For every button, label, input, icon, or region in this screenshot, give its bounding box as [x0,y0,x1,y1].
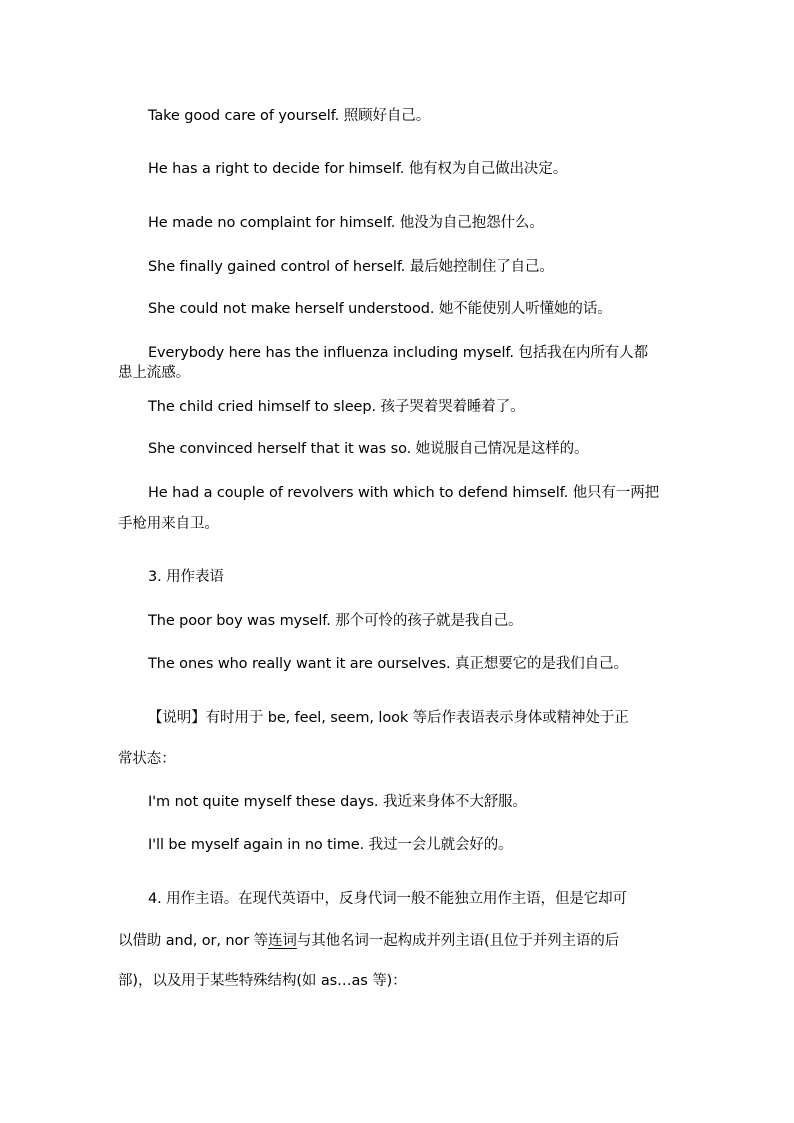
example-sentence: Everybody here has the influenza including myself. 包括我在内所有人都 [148,345,648,361]
example-sentence-continued: 患上流感。 [118,365,190,381]
example-sentence: Take good care of yourself. 照顾好自己。 [148,108,431,124]
example-sentence: He had a couple of revolvers with which to defend himself. 他只有一两把 [148,485,660,501]
example-sentence: The child cried himself to sleep. 孩子哭着哭着睡着了。 [148,399,525,415]
example-sentence: She convinced herself that it was so. 她说服自己情况是这样的。 [148,441,589,457]
example-sentence: She could not make herself understood. 她不能使别人听懂她的话。 [148,301,612,317]
note-paragraph-continued: 常状态： [118,751,176,767]
example-sentence-continued: 手枪用来自卫。 [118,516,219,532]
example-sentence: The ones who really want it are ourselves. 真正想要它的是我们自己。 [148,656,628,672]
example-sentence: She finally gained control of herself. 最后她控制住了自己。 [148,259,554,275]
section-paragraph-continued [118,931,678,951]
section-paragraph: 4. 用作主语。在现代英语中，反身代词一般不能独立用作主语，但是它却可 [148,891,627,907]
example-sentence: I'm not quite myself these days. 我近来身体不大舒服。 [148,794,527,810]
paragraph-text: 以借助 and, or, nor 等 [118,933,268,949]
example-sentence: The poor boy was myself. 那个可怜的孩子就是我自己。 [148,613,523,629]
example-sentence: He has a right to decide for himself. 他有权为自己做出决定。 [148,161,568,177]
example-sentence: He made no complaint for himself. 他没为自己抱怨什么。 [148,215,544,231]
example-sentence: I'll be myself again in no time. 我过一会儿就会好的。 [148,837,513,853]
paragraph-text: 与其他名词一起构成并列主语(且位于并列主语的后 [296,933,620,949]
conjunction-link[interactable]: 连词 [268,933,297,949]
note-paragraph: 【说明】有时用于 be, feel, seem, look 等后作表语表示身体或精神处于正 [148,710,629,726]
section-heading: 3. 用作表语 [148,569,224,585]
section-paragraph-continued: 部)，以及用于某些特殊结构(如 as…as 等)： [118,973,407,989]
